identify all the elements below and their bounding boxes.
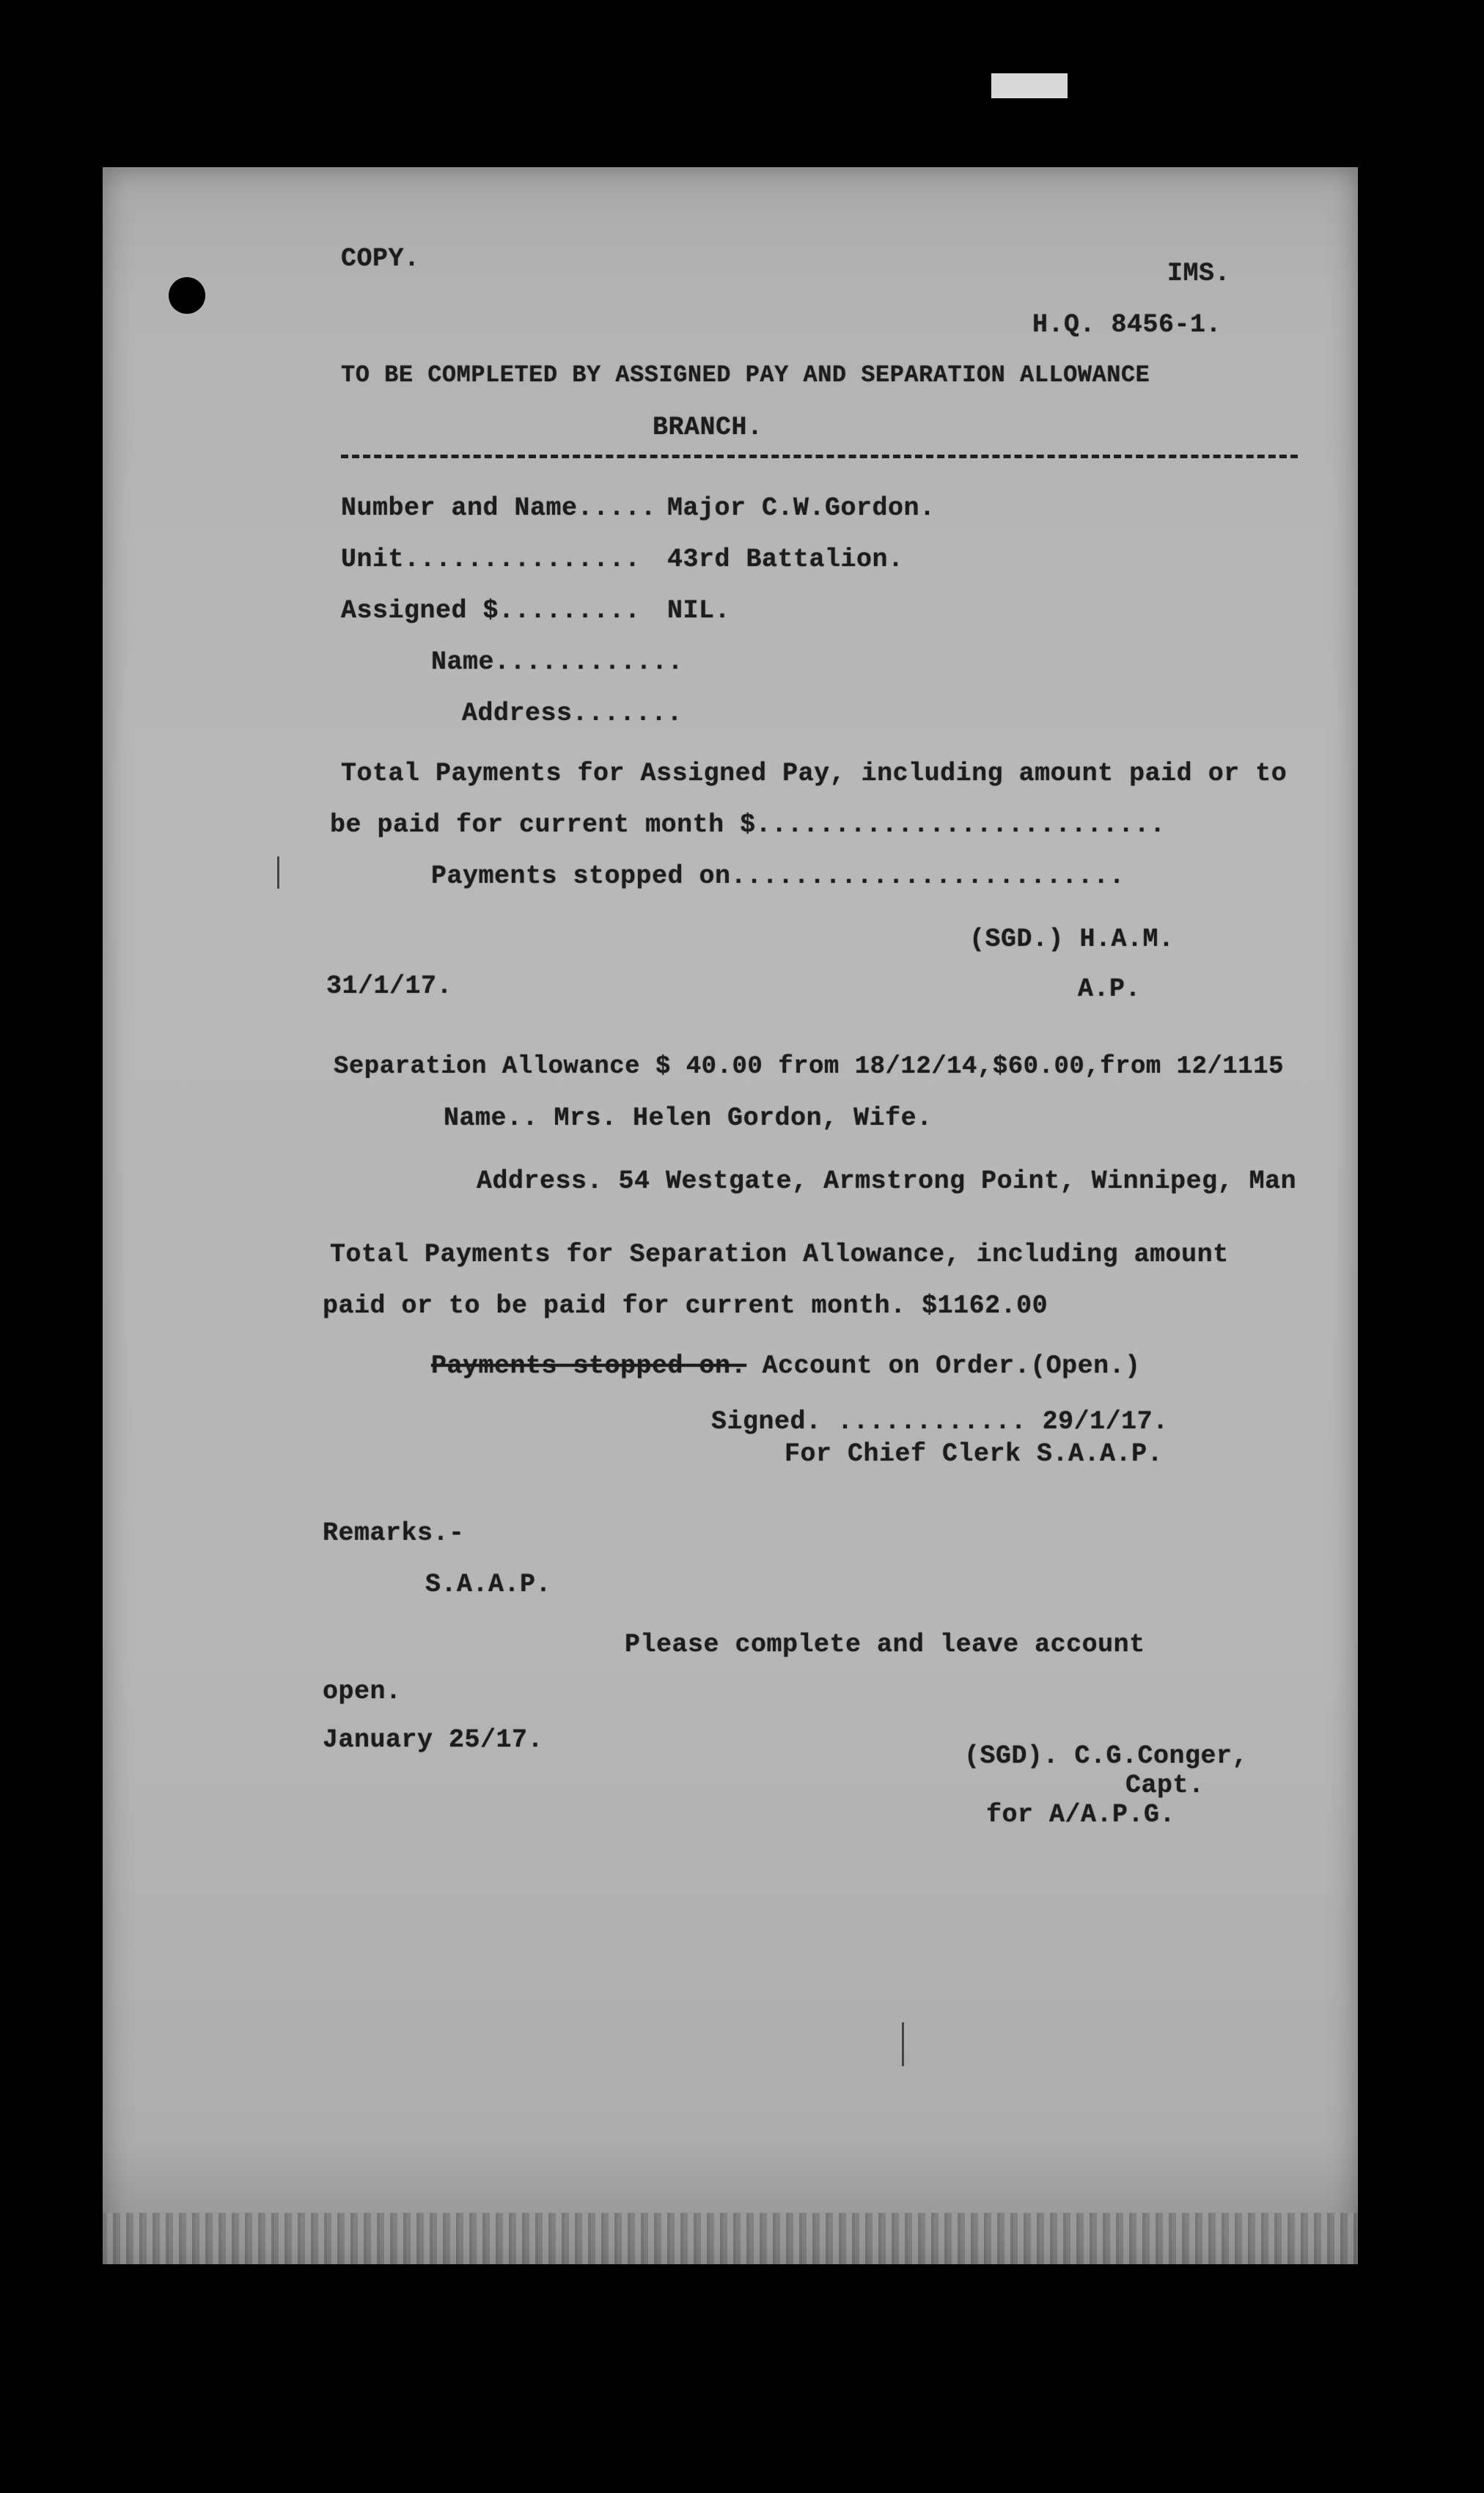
assigned-address-label: Address....... [462,699,683,728]
unit-label: Unit............... [341,545,641,574]
assigned-total-line1: Total Payments for Assigned Pay, including amount paid or to [341,759,1288,788]
remarks-label: Remarks.- [323,1519,465,1548]
separation-signed-line: Signed. ............ 29/1/17. [711,1407,1169,1436]
account-on-order: Account on Order.(Open.) [746,1351,1141,1381]
hole-punch [169,277,205,314]
header-divider [341,455,1298,458]
separation-name-line: Name.. Mrs. Helen Gordon, Wife. [444,1104,933,1133]
assigned-signature: (SGD.) H.A.M. [969,925,1175,954]
assigned-name-label: Name............ [431,647,684,677]
separation-address-line: Address. 54 Westgate, Armstrong Point, Winnipeg, Man [477,1167,1297,1196]
payments-stopped-struck: Payments stopped on. [431,1351,747,1381]
unit-value: 43rd Battalion. [667,545,904,574]
remarks-rank: Capt. [1125,1771,1205,1800]
assigned-signer-title: A.P. [1078,974,1142,1004]
assigned-total-line2: be paid for current month $.......................... [330,810,1166,840]
form-title-line1: TO BE COMPLETED BY ASSIGNED PAY AND SEPARATION ALLOWANCE [341,361,1150,389]
form-title-line2: BRANCH. [653,413,763,442]
remarks-body-line2: open. [323,1677,402,1706]
remarks-for-line: for A/A.P.G. [986,1800,1176,1829]
scan-mark [277,856,279,889]
assigned-date: 31/1/17. [326,972,453,1001]
assigned-payments-stopped: Payments stopped on......................... [431,862,1125,891]
assigned-label: Assigned $......... [341,596,641,625]
document-sheet [103,167,1358,2264]
number-and-name-label: Number and Name..... [341,493,657,523]
sheet-edge-shadow [103,2213,1358,2264]
chief-clerk-line: For Chief Clerk S.A.A.P. [785,1439,1164,1469]
number-and-name-value: Major C.W.Gordon. [667,493,936,523]
remarks-recipient: S.A.A.P. [425,1570,552,1599]
separation-total-line2: paid or to be paid for current month. $1162.00 [323,1291,1048,1321]
remarks-date: January 25/17. [323,1725,544,1755]
ims-label: IMS. [1167,259,1231,288]
separation-total-line1: Total Payments for Separation Allowance, including amount [330,1240,1229,1269]
remarks-body-line1: Please complete and leave account [625,1630,1145,1659]
remarks-signature: (SGD). C.G.Conger, [964,1741,1249,1771]
assigned-value: NIL. [667,596,731,625]
separation-stopped-line [431,1351,1141,1381]
scan-mark [902,2022,904,2066]
separation-allowance-line: Separation Allowance $ 40.00 from 18/12/14,$60.00,from 12/1115 [334,1053,1285,1081]
copy-label: COPY. [341,244,420,273]
file-reference: H.Q. 8456-1. [1032,310,1222,339]
scan-tab-marker [991,73,1068,98]
